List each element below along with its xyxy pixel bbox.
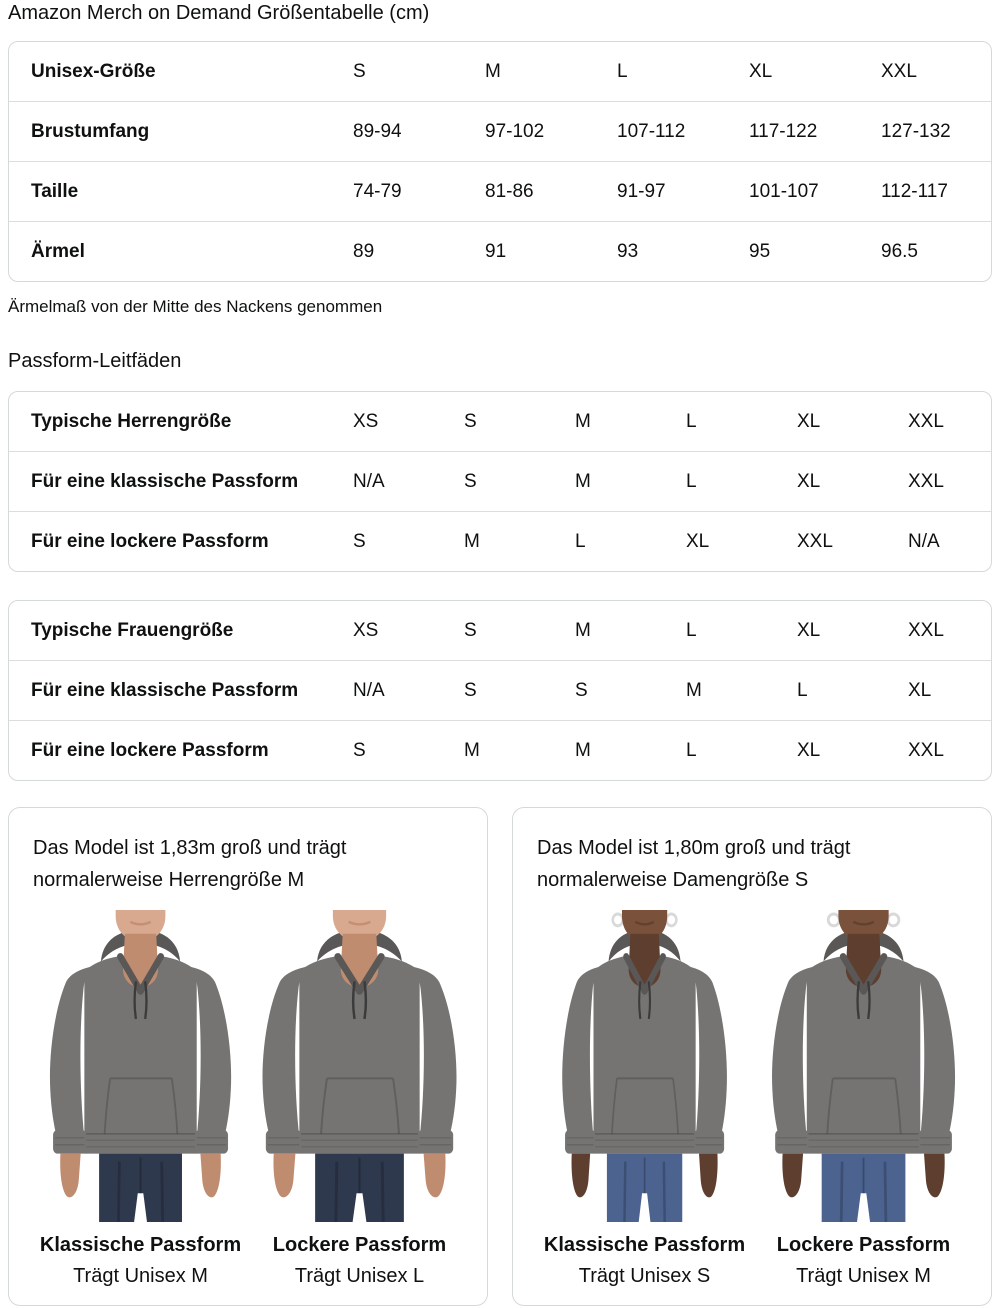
table-row [9, 601, 991, 661]
row-label: Für eine lockere Passform [9, 721, 353, 781]
size-cell: XXL [908, 721, 991, 781]
size-cell: 97-102 [485, 102, 617, 162]
model-description: Das Model ist 1,83m groß und trägt normalerweise Herrengröße M [33, 837, 347, 891]
size-cell: 101-107 [749, 162, 881, 222]
size-cell: M [485, 61, 501, 82]
row-label: Typische Herrengröße [31, 411, 232, 432]
model-description: Das Model ist 1,80m groß und trägt normalerweise Damengröße S [537, 837, 851, 891]
caption-wears-label: Trägt Unisex M [796, 1265, 931, 1287]
fit-guides-heading: Passform-Leitfäden [8, 350, 182, 372]
size-cell: M [686, 661, 797, 721]
womens-fit-table [8, 600, 992, 781]
row-label: Brustumfang [9, 102, 353, 162]
size-cell: 107-112 [617, 102, 749, 162]
female-model-classic-photo [555, 910, 735, 1222]
row-label: Für eine klassische Passform [9, 452, 353, 512]
model-figure-loose [250, 910, 469, 1289]
size-cell: XS [353, 620, 379, 641]
table-row [9, 162, 991, 222]
size-cell: 91 [485, 222, 617, 282]
caption-fit-label: Lockere Passform [776, 1234, 951, 1256]
size-cell: XL [749, 61, 773, 82]
size-cell: S [353, 512, 464, 572]
size-cell: 81-86 [485, 162, 617, 222]
size-cell: 74-79 [353, 162, 485, 222]
size-cell: 95 [749, 222, 881, 282]
male-model-classic-photo [42, 910, 240, 1222]
size-cell: 89-94 [353, 102, 485, 162]
model-figure-classic [31, 910, 250, 1289]
size-cell: L [575, 512, 686, 572]
size-cell: L [797, 661, 908, 721]
female-model-loose-photo [764, 910, 964, 1222]
size-cell: XL [797, 721, 908, 781]
size-cell: M [464, 721, 575, 781]
size-cell: XS [353, 411, 379, 432]
model-figures [535, 910, 973, 1289]
mens-fit-table [8, 391, 992, 572]
size-cell: XL [797, 411, 821, 432]
row-label: Taille [9, 162, 353, 222]
table-row [9, 452, 991, 512]
size-cell: N/A [353, 661, 464, 721]
size-cell: XL [797, 620, 821, 641]
table-row [9, 222, 991, 282]
size-cell: M [575, 452, 686, 512]
caption-fit-label: Klassische Passform [39, 1234, 242, 1256]
model-cards [8, 807, 992, 1309]
size-cell: L [617, 61, 628, 82]
table-row [9, 721, 991, 781]
caption-wears-label: Trägt Unisex L [294, 1265, 425, 1287]
size-cell: XL [686, 512, 797, 572]
size-cell: L [686, 411, 697, 432]
caption-wears-label: Trägt Unisex M [73, 1265, 208, 1287]
size-cell: 96.5 [881, 222, 991, 282]
size-cell: M [575, 721, 686, 781]
size-cell: S [353, 61, 366, 82]
size-cell: S [464, 661, 575, 721]
row-label: Für eine lockere Passform [9, 512, 353, 572]
unisex-size-table [8, 41, 992, 282]
page-title: Amazon Merch on Demand Größentabelle (cm) [8, 2, 430, 24]
model-figure-classic [535, 910, 754, 1289]
table-row [9, 42, 991, 102]
table-row [9, 512, 991, 572]
sleeve-measure-note: Ärmelmaß von der Mitte des Nackens genommen [8, 297, 383, 316]
table-row [9, 392, 991, 452]
row-label: Typische Frauengröße [31, 620, 234, 641]
size-cell: XXL [881, 61, 917, 82]
size-cell: S [353, 721, 464, 781]
row-label: Ärmel [9, 222, 353, 282]
size-cell: 93 [617, 222, 749, 282]
size-cell: 112-117 [881, 162, 991, 222]
size-cell: 91-97 [617, 162, 749, 222]
size-cell: L [686, 721, 797, 781]
size-cell: M [575, 411, 591, 432]
size-cell: S [464, 411, 477, 432]
size-cell: S [575, 661, 686, 721]
size-cell: 117-122 [749, 102, 881, 162]
size-cell: S [464, 620, 477, 641]
size-cell: N/A [908, 512, 991, 572]
caption-wears-label: Trägt Unisex S [578, 1265, 711, 1287]
row-label: Unisex-Größe [31, 61, 156, 82]
caption-fit-label: Klassische Passform [543, 1234, 746, 1256]
size-cell: N/A [353, 452, 464, 512]
caption-fit-label: Lockere Passform [272, 1234, 447, 1256]
size-cell: 89 [353, 222, 485, 282]
size-cell: XXL [908, 620, 944, 641]
model-card-men [8, 807, 488, 1306]
size-cell: M [464, 512, 575, 572]
size-cell: XXL [908, 411, 944, 432]
size-cell: S [464, 452, 575, 512]
size-cell: XL [797, 452, 908, 512]
size-cell: XXL [908, 452, 991, 512]
size-cell: M [575, 620, 591, 641]
table-row [9, 102, 991, 162]
model-figures [31, 910, 469, 1289]
size-cell: L [686, 452, 797, 512]
size-cell: 127-132 [881, 102, 991, 162]
row-label: Für eine klassische Passform [9, 661, 353, 721]
model-figure-loose [754, 910, 973, 1289]
size-cell: XXL [797, 512, 908, 572]
table-row [9, 661, 991, 721]
size-cell: XL [908, 661, 991, 721]
size-cell: L [686, 620, 697, 641]
model-card-women [512, 807, 992, 1306]
male-model-loose-photo [254, 910, 466, 1222]
